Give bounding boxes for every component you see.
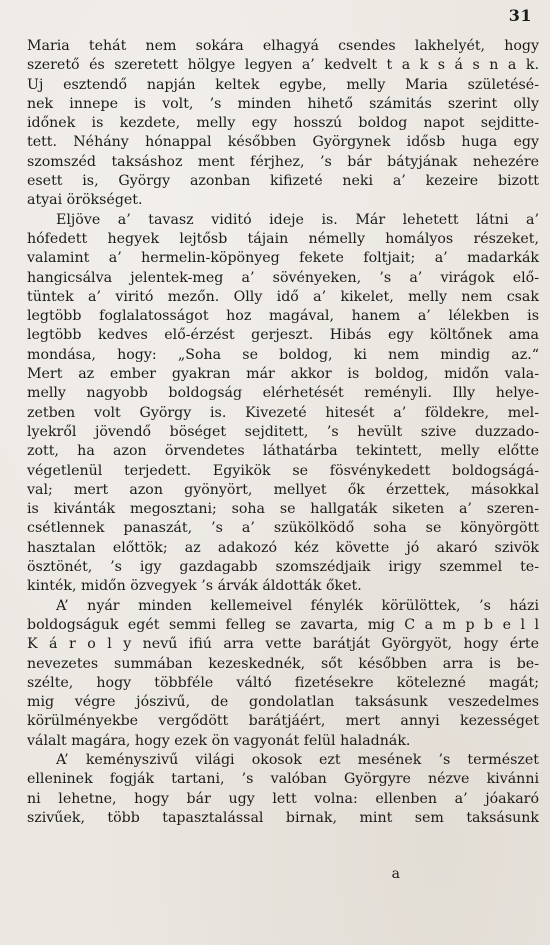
text-line: K á r o l y nevű ifiú arra vette barátját Györgyöt, hogy érte xyxy=(27,636,539,653)
text-line: valamint a’ hermelin-köpönyeg fekete foltjait; a’ madarkák xyxy=(27,250,539,267)
text-line: körülményekbe vergődött barátjáért, mert annyi kezességet xyxy=(27,713,539,730)
text-line: szivűek, több tapasztalással birnak, mint sem taksásunk xyxy=(27,809,539,826)
text-line: csétlennek panaszát, ’s a’ szükölködő soha se könyörgött xyxy=(27,520,539,537)
text-line: mig végre jószivű, de gondolatlan taksásunk veszedelmes xyxy=(27,694,539,711)
text-line: melly nagyobb boldogság elérhetését reményli. Illy helye- xyxy=(27,385,539,402)
text-line: lyekről jövendő böséget sejditett, ’s hevült szive duzzado- xyxy=(27,423,539,440)
body-text xyxy=(27,37,539,828)
text-line: időnek is kezdete, melly egy hosszú boldog napot sejditte- xyxy=(27,115,539,132)
text-line: legtöbb foglalatosságot hoz magával, hanem a’ lélekben is xyxy=(27,308,539,325)
text-line: legtöbb kedves elő-érzést gerjeszt. Hibás egy költőnek ama xyxy=(27,327,539,344)
text-line: Maria tehát nem sokára elhagyá csendes lakhelyét, hogy xyxy=(27,38,539,54)
text-line: szomszéd taksáshoz ment férjhez, ’s bár bátyjának nehezére xyxy=(27,153,539,170)
text-line: ösztönét, ’s igy gazdagabb szomszédjaik irigy szemmel te- xyxy=(27,559,539,576)
text-line: mondása, hogy: „Soha se boldog, ki nem mindig az.“ xyxy=(27,346,539,363)
text-line: A’ keményszivű világi okosok ezt mesének ’s természet xyxy=(56,751,539,768)
text-line: boldogságuk egét semmi felleg se zavarta, mig C a m p b e l l xyxy=(27,616,539,633)
text-line: esett is, György azonban kifizeté neki a’ kezeire bizott xyxy=(27,173,539,190)
text-line: nevezetes summában kezeskednék, sőt későbben arra is be- xyxy=(27,655,539,672)
text-line: elleninek fogják tartani, ’s valóban Györgyre nézve kivánni xyxy=(27,771,539,788)
text-line: zetben volt György is. Kivezeté hitesét a’ földekre, mel- xyxy=(27,404,539,421)
text-line: Eljöve a’ tavasz viditó ideje is. Már lehetett látni a’ xyxy=(56,211,539,228)
text-line: végetlenül terjedett. Egyikök se fösvénykedett boldogságá- xyxy=(27,462,539,479)
text-line: tett. Néhány hónappal későbben Györgynek idősb huga egy xyxy=(27,134,539,151)
page-number: 31 xyxy=(508,6,532,25)
text-line: val; mert azon gyönyört, mellyet ők érzettek, másokkal xyxy=(27,481,539,498)
text-line: hófedett hegyek lejtősb tájain némelly homályos részeket, xyxy=(27,230,539,247)
text-line: Mert az ember gyakran már akkor is boldog, midőn vala- xyxy=(27,366,539,383)
text-line: hangicsálva jelentek-meg a’ sövényeken, ’s a’ virágok elő- xyxy=(27,269,539,286)
text-line: hasztalan előttök; az adakozó kéz követte jó akaró szivök xyxy=(27,539,539,556)
catchword: a xyxy=(391,866,400,882)
text-line: szerető és szeretett hölgye legyen a’ kedvelt t a k s á s n a k. xyxy=(27,57,539,74)
text-line: A’ nyár minden kellemeivel fénylék körülöttek, ’s házi xyxy=(56,597,539,614)
text-line: Uj esztendő napján keltek egybe, melly Maria születésé- xyxy=(27,76,539,93)
text-line: is kivánták megosztani; soha se hallgaták siketen a’ szeren- xyxy=(27,501,539,518)
text-line: atyai örökséget. xyxy=(27,192,143,209)
text-line: nek innepe is volt, ’s minden hihető számitás szerint olly xyxy=(27,95,539,112)
text-line: kinték, midőn özvegyek ’s árvák áldották őket. xyxy=(27,578,362,595)
text-line: szélte, hogy többféle váltó fizetésekre kötelezné magát; xyxy=(27,674,539,691)
text-line: ni lehetne, hogy bár ugy lett volna: ellenben a’ jóakaró xyxy=(27,790,539,807)
text-line: válalt magára, hogy ezek ön vagyonát felül haladnák. xyxy=(27,732,411,749)
text-line: zott, ha azon örvendetes láthatárba tekintett, melly előtte xyxy=(27,443,539,460)
text-line: tüntek a’ viritó mezőn. Olly idő a’ kikelet, melly nem csak xyxy=(27,288,539,305)
